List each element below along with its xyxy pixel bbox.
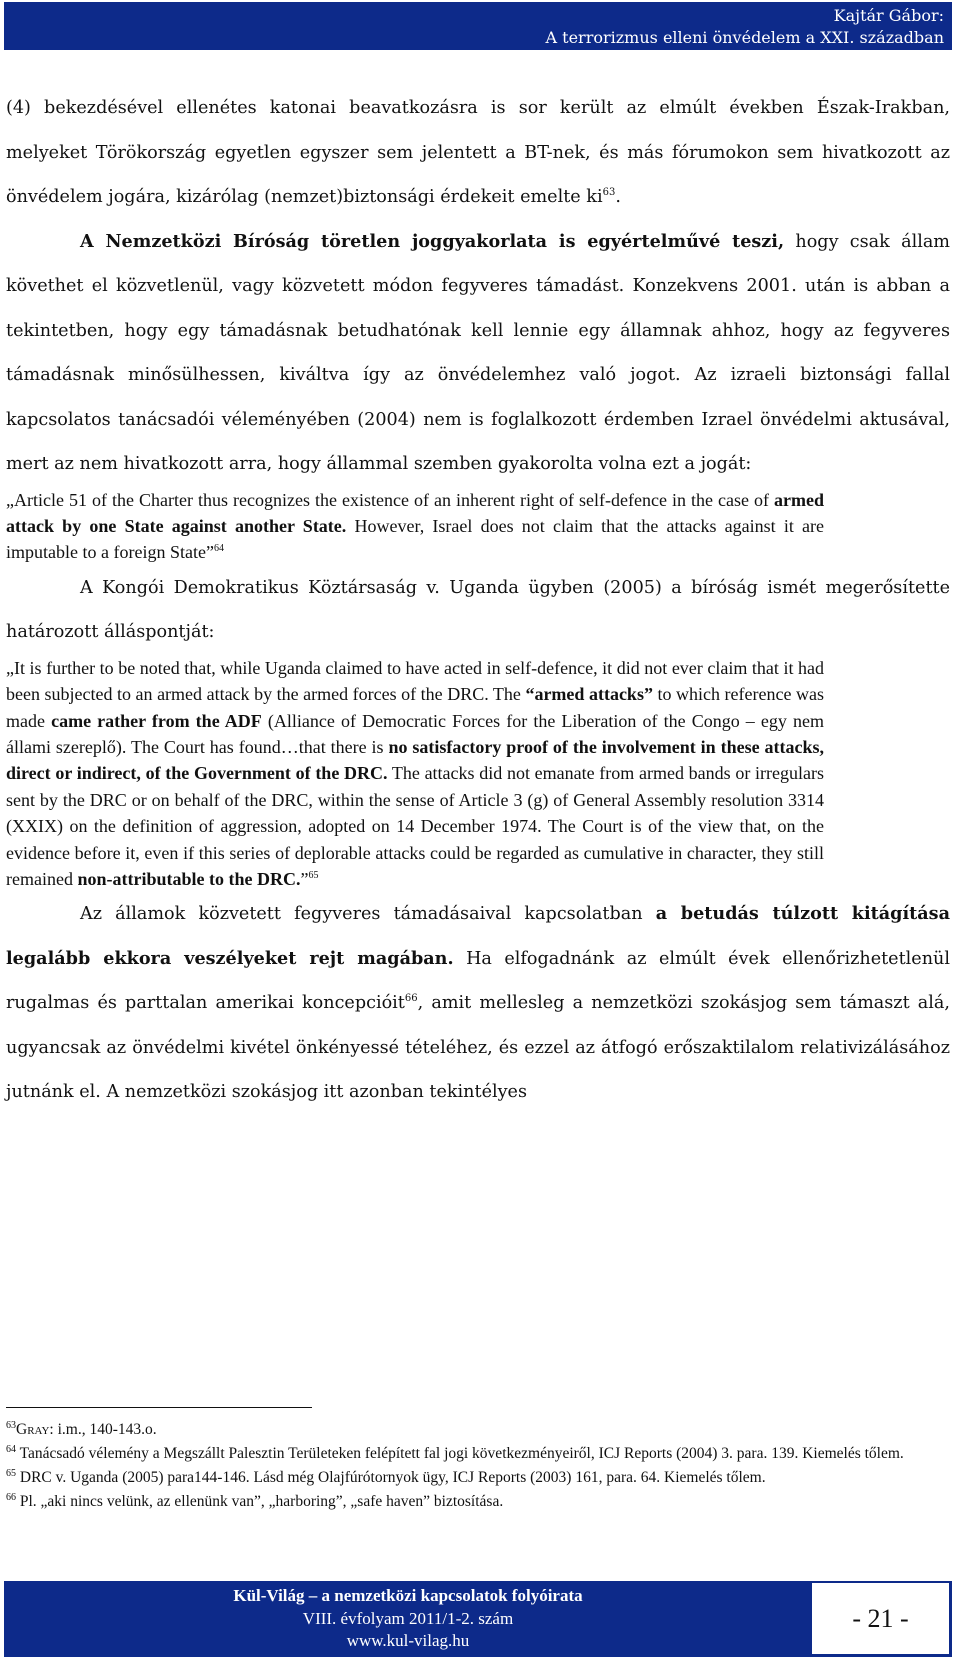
footer-issue: VIII. évfolyam 2011/1-2. szám bbox=[302, 1608, 514, 1628]
footer-journal-title: Kül-Világ – a nemzetközi kapcsolatok folyóirata bbox=[233, 1586, 583, 1605]
footer-journal-info bbox=[4, 1585, 812, 1653]
footnote-separator bbox=[6, 1407, 312, 1408]
footnote-64: $^{64}$ Tanácsadó vélemény a Megszállt Palesztin Területeken felépített fal jogi következményeiről, ICJ Reports (2004) 3. para. 139. Kiemelés tőlem. bbox=[6, 1443, 904, 1462]
footnote-ref-66[interactable]: 66 bbox=[404, 993, 418, 1005]
block-quote-2: „It is further to be noted that, while Uganda claimed to have acted in self-defence, it did not ever claim that it had been subjected to an armed attack by the armed forces of the DRC. The “armed attacks” to which reference was made came rather from the ADF (Alliance of Democratic Forces for the Liberation of the Congo – egy nem állami szereplő). The Court has found…that there is no satisfactory proof of the involvement in these attacks, direct or indirect, of the Government of the DRC. The attacks did not emanate from armed bands or irregulars sent by the DRC or on behalf of the DRC, within the sense of Article 3 (g) of General Assembly resolution 3314 (XXIX) on the definition of aggression, adopted on 14 December 1974. The Court is of the view that, on the evidence before it, even if this series of deplorable attacks could be regarded as cumulative in character, they still remained non-attributable to the DRC.”$^{65}$ bbox=[6, 657, 824, 889]
page-footer bbox=[4, 1581, 952, 1657]
header-author: Kajtár Gábor: bbox=[833, 6, 944, 25]
footnote-65: $^{65}$ DRC v. Uganda (2005) para144-146. Lásd még Olajfúrótornyok ügy, ICJ Reports (2003) 161, para. 64. Kiemelés tőlem. bbox=[6, 1467, 766, 1486]
footnote-63: $^{63}$Gray: i.m., 140-143.o. bbox=[6, 1419, 157, 1438]
footnote-ref-65[interactable]: 65 bbox=[308, 869, 319, 881]
header-title: A terrorizmus elleni önvédelem a XXI. században bbox=[545, 28, 944, 47]
footnote-ref-64[interactable]: 64 bbox=[213, 543, 224, 555]
paragraph-2: A Nemzetközi Bíróság töretlen joggyakorlata is egyértelművé teszi, hogy csak állam követhet el közvetlenül, vagy közvetett módon fegyveres támadást. Konzekvens 2001. után is abban a tekintetben, hogy egy támadásnak betudhatónak kell lennie egy államnak ahhoz, hogy az fegyveres támadásnak minősülhessen, kiváltva így az önvédelemhez való jogot. Az izraeli biztonsági fallal kapcsolatos tanácsadói véleményében (2004) nem is foglalkozott érdemben Izrael önvédelmi aktusával, mert az nem hivatkozott arra, hogy állammal szemben gyakorolta volna ezt a jogát: bbox=[6, 230, 950, 474]
block-quote-1: „Article 51 of the Charter thus recognizes the existence of an inherent right of self-defence in the case of armed attack by one State against another State. However, Israel does not claim that the attacks against it are imputable to a foreign State”$^{64}$ bbox=[6, 489, 824, 563]
footnote-66: $^{66}$ Pl. „aki nincs velünk, az ellenünk van”, „harboring”, „safe haven” biztosítása. bbox=[6, 1491, 504, 1510]
main-text bbox=[6, 86, 950, 1115]
footer-url[interactable]: www.kul-vilag.hu bbox=[346, 1631, 470, 1650]
paragraph-4: Az államok közvetett fegyveres támadásaival kapcsolatban a betudás túlzott kitágítása legalább ekkora veszélyeket rejt magában. Ha elfogadnánk az elmúlt évek ellenőrizhetetlenül rugalmas és parttalan amerikai koncepcióit$^{66}$, amit mellesleg a nemzetközi szokásjog sem támaszt alá, ugyancsak az önvédelmi kivétel önkényessé tételéhez, és ezzel az átfogó erőszaktilalom relativizálásához jutnánk el. A nemzetközi szokásjog itt azonban tekintélyes bbox=[6, 903, 950, 1103]
paragraph-1: (4) bekezdésével ellenétes katonai beavatkozásra is sor került az elmúlt években Észak-Irakban, melyeket Törökország egyetlen egyszer sem jelentett a BT-nek, és más fórumokon sem hivatkozott az önvédelem jogára, kizárólag (nemzet)biztonsági érdekeit emelte $ki^{63}$. bbox=[6, 98, 950, 207]
footnote-ref-63[interactable]: 63 bbox=[602, 187, 616, 199]
footnotes bbox=[6, 1418, 950, 1514]
paragraph-3: A Kongói Demokratikus Köztársaság v. Uganda ügyben (2005) a bíróság ismét megerősítette határozott álláspontját: bbox=[6, 577, 950, 643]
page-number: - 21 - bbox=[812, 1583, 949, 1654]
running-header bbox=[4, 2, 952, 50]
